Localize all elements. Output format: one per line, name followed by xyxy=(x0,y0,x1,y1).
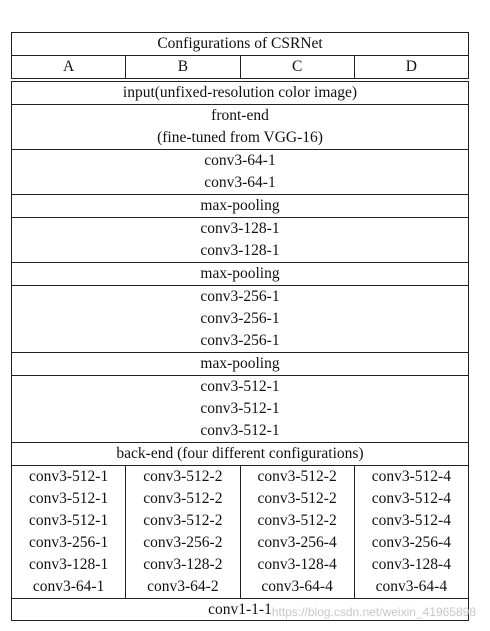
layer: max-pooling xyxy=(200,355,280,372)
layer: conv3-512-1 xyxy=(200,422,280,439)
config-column-d xyxy=(354,466,468,598)
layer: conv3-64-1 xyxy=(204,152,276,169)
front-end-block-4 xyxy=(12,375,468,442)
front-end-block-2 xyxy=(12,217,468,262)
pooling-2 xyxy=(12,262,468,285)
layer: conv3-256-4 xyxy=(371,534,451,551)
config-column-c xyxy=(240,466,354,598)
layer: conv3-256-1 xyxy=(200,310,280,327)
pooling-3 xyxy=(12,352,468,375)
layer: max-pooling xyxy=(200,265,280,282)
layer: conv3-256-4 xyxy=(257,534,337,551)
layer: conv3-512-4 xyxy=(371,512,451,529)
layer: conv3-512-2 xyxy=(257,490,337,507)
layer: conv3-512-2 xyxy=(143,468,223,485)
front-end-label: front-end xyxy=(211,107,269,124)
layer: conv3-512-1 xyxy=(29,468,109,485)
layer: conv3-512-2 xyxy=(257,468,337,485)
header-table xyxy=(11,32,469,79)
layer: conv3-512-2 xyxy=(257,512,337,529)
pooling-1 xyxy=(12,194,468,217)
watermark: https://blog.csdn.net/weixin_41965898 xyxy=(271,605,476,619)
layer: conv3-64-1 xyxy=(32,578,105,595)
output-row: conv1-1-1 xyxy=(12,598,468,620)
layer: max-pooling xyxy=(200,197,280,214)
column-header-a: A xyxy=(63,58,75,75)
layer: conv3-256-1 xyxy=(29,534,109,551)
layer: conv3-64-2 xyxy=(147,578,219,595)
layer: conv3-512-1 xyxy=(200,400,280,417)
layer: conv3-256-2 xyxy=(143,534,223,551)
back-end-configs xyxy=(12,465,468,598)
layer: conv3-128-4 xyxy=(257,556,337,573)
layer: conv3-128-4 xyxy=(371,556,451,573)
layer: conv3-128-1 xyxy=(200,242,280,259)
layer: conv3-512-2 xyxy=(143,512,223,529)
layer: conv3-512-4 xyxy=(371,468,451,485)
layer: conv3-128-2 xyxy=(143,556,223,573)
front-end-block-3 xyxy=(12,285,468,352)
column-header-b: B xyxy=(125,56,239,78)
layer: conv3-64-1 xyxy=(204,174,276,191)
config-column-a xyxy=(12,466,125,598)
layer: conv3-512-1 xyxy=(200,378,280,395)
layer: conv3-512-2 xyxy=(143,490,223,507)
layer: conv3-64-4 xyxy=(261,578,333,595)
layer: conv3-256-1 xyxy=(200,288,280,305)
front-end-title xyxy=(12,104,468,149)
table-title: Configurations of CSRNet xyxy=(157,35,323,52)
layer: conv3-128-1 xyxy=(200,220,280,237)
column-header-d: D xyxy=(354,56,468,78)
layer: conv3-512-1 xyxy=(29,490,109,507)
front-end-block-1 xyxy=(12,149,468,194)
layer: conv3-512-4 xyxy=(371,490,451,507)
layer: conv3-256-1 xyxy=(200,332,280,349)
config-column-b xyxy=(125,466,239,598)
column-header-row xyxy=(12,55,468,78)
layer: conv3-64-4 xyxy=(375,578,448,595)
input-row: input(unfixed-resolution color image) xyxy=(122,84,358,101)
layer: conv3-512-1 xyxy=(29,512,109,529)
layer: conv3-128-1 xyxy=(29,556,109,573)
column-header-c: C xyxy=(240,56,354,78)
back-end-title: back-end (four different configurations) xyxy=(12,442,468,465)
architecture-table xyxy=(11,81,469,621)
front-end-subtitle: (fine-tuned from VGG-16) xyxy=(157,129,323,146)
